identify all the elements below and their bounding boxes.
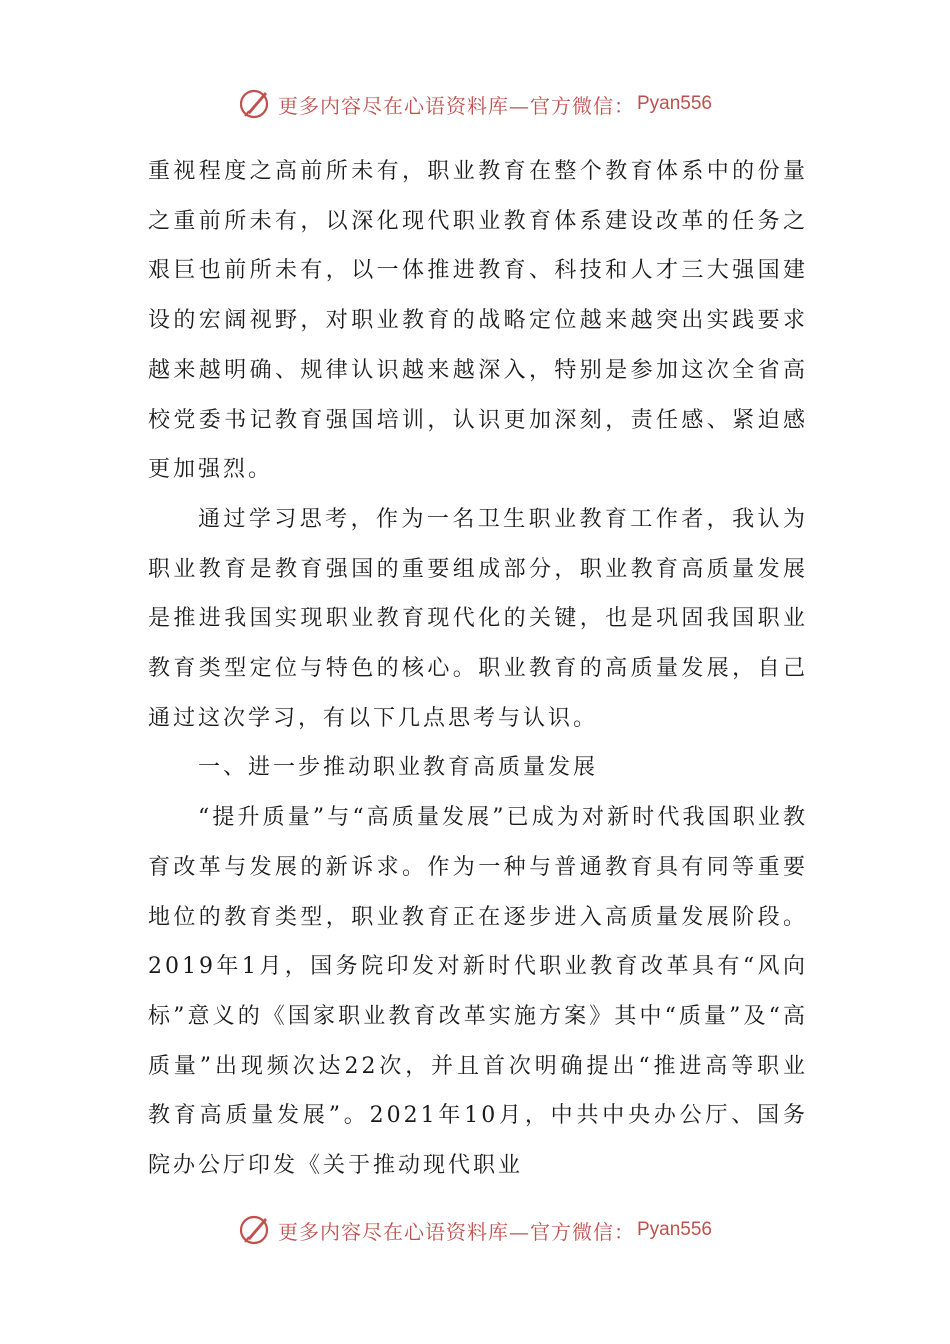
paragraph-2: 通过学习思考，作为一名卫生职业教育工作者，我认为职业教育是教育强国的重要组成部分，职业教育高质量发展是推进我国实现职业教育现代化的关键，也是巩固我国职业教育类型定位与特色的核心。职业教育的高质量发展，自己通过这次学习，有以下几点思考与认识。 [148,506,808,731]
header-site-text: 更多内容尽在心语资料库—官方微信： [277,93,635,118]
header-wechat-id: Pyan556 [636,93,712,114]
quill-logo-icon [238,87,272,121]
footer-wechat-id: Pyan556 [636,1219,712,1240]
header-banner [0,84,950,124]
paragraph-1: 重视程度之高前所未有，职业教育在整个教育体系中的份量之重前所未有，以深化现代职业教育体系建设改革的任务之艰巨也前所未有，以一体推进教育、科技和人才三大强国建设的宏阔视野，对职业教育的战略定位越来越突出实践要求越来越明确、规律认识越来越深入，特别是参加这次全省高校党委书记教育强国培训，认识更加深刻，责任感、紧迫感更加强烈。 [148,159,808,483]
footer-site-text: 更多内容尽在心语资料库—官方微信： [277,1219,635,1244]
section-heading-1: 一、进一步推动职业教育高质量发展 [198,755,599,781]
paragraph-3: “提升质量”与“高质量发展”已成为对新时代我国职业教育改革与发展的新诉求。作为一种与普通教育具有同等重要地位的教育类型，职业教育正在逐步进入高质量发展阶段。2019年1月，国务院印发对新时代职业教育改革具有“风向标”意义的《国家职业教育改革实施方案》其中“质量”及“高质量”出现频次达22次，并且首次明确提出“推进高等职业教育高质量发展”。2021年10月，中共中央办公厅、国务院办公厅印发《关于推动现代职业 [148,805,808,1179]
footer-banner [0,1210,950,1250]
quill-logo-icon [238,1213,272,1247]
document-body [148,147,808,1191]
